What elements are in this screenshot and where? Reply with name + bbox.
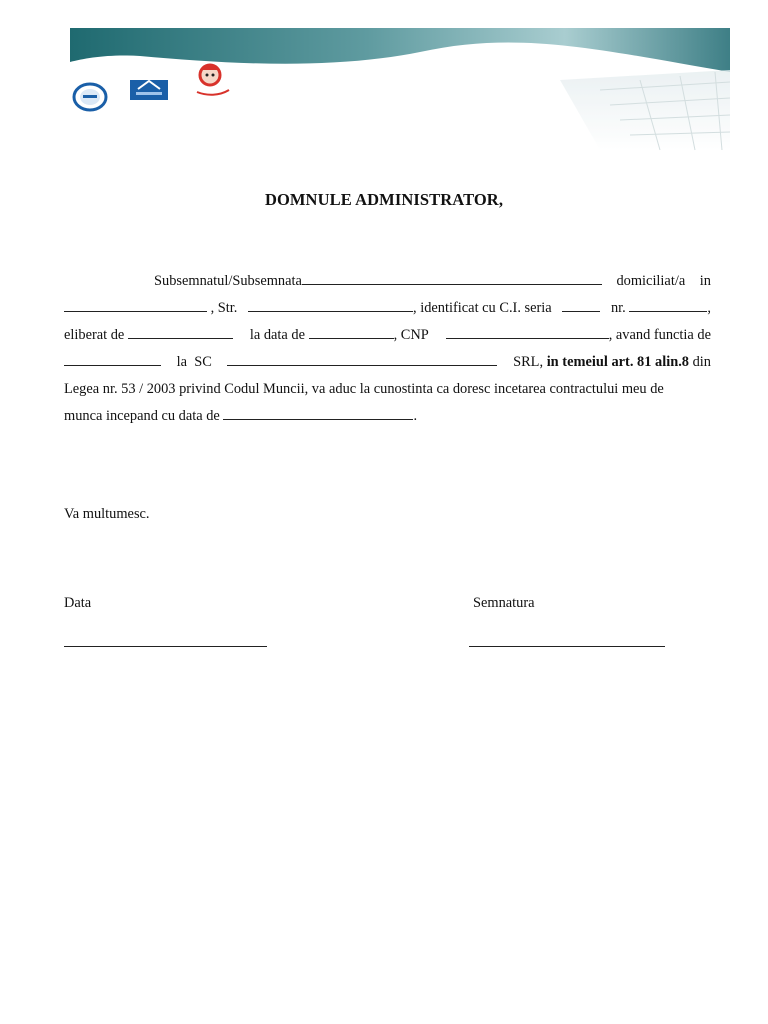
building-sketch <box>560 70 730 150</box>
partner-logos <box>72 62 242 112</box>
text-legal-basis: in temeiul art. 81 alin.8 <box>546 354 689 370</box>
text-period: . <box>413 408 418 424</box>
house-blue-logo <box>130 76 168 100</box>
street-blank[interactable] <box>248 295 413 312</box>
text-sc: SC <box>194 354 212 370</box>
text-nr: nr. <box>610 300 626 316</box>
function-blank[interactable] <box>64 349 161 366</box>
signature-label: Semnatura <box>473 595 535 611</box>
company-blank[interactable] <box>227 349 497 366</box>
text-str: , Str. <box>210 300 238 316</box>
cnp-blank[interactable] <box>446 322 609 339</box>
text-munca-incepand: munca incepand cu data de <box>64 408 220 424</box>
document-title: DOMNULE ADMINISTRATOR, <box>264 190 504 209</box>
mascot-red-logo <box>192 62 232 98</box>
body-line-4 <box>64 349 711 376</box>
text-cnp: , CNP <box>393 327 429 343</box>
text-functia: , avand functia de <box>608 327 711 343</box>
text-la: la <box>176 354 188 370</box>
body-line-2: , Str. , identificat cu C.I. seria nr. , <box>64 295 711 322</box>
body-line-3 <box>64 322 711 349</box>
text-legea: Legea nr. 53 / 2003 privind Codul Muncii, va aduc la cunostinta ca doresc incetarea contractului meu de <box>64 381 664 397</box>
date-signature-line[interactable] <box>64 646 267 647</box>
name-blank[interactable] <box>302 268 602 285</box>
ci-number-blank[interactable] <box>629 295 707 312</box>
ci-series-blank[interactable] <box>562 295 600 312</box>
closing-thanks: Va multumesc. <box>64 506 150 522</box>
text-din: din <box>692 354 711 370</box>
issue-date-blank[interactable] <box>309 322 394 339</box>
body-line-5 <box>64 376 711 403</box>
text-srl: SRL, <box>513 354 544 370</box>
round-blue-logo <box>72 82 108 112</box>
body-line-6 <box>64 403 711 430</box>
body-line-1 <box>64 268 711 295</box>
end-date-blank[interactable] <box>223 403 413 420</box>
text-subsemnatul: Subsemnatul/Subsemnata <box>154 273 302 289</box>
text-in: in <box>699 273 711 289</box>
date-label: Data <box>64 595 92 611</box>
text-la-data: la data de <box>249 327 305 343</box>
text-eliberat: eliberat de <box>64 327 125 343</box>
text-identificat: , identificat cu C.I. seria <box>413 300 552 316</box>
text-domiciliat: domiciliat/a <box>616 273 686 289</box>
locality-blank[interactable] <box>64 295 207 312</box>
issuer-blank[interactable] <box>128 322 233 339</box>
signature-line[interactable] <box>469 646 665 647</box>
request-body <box>64 268 711 430</box>
